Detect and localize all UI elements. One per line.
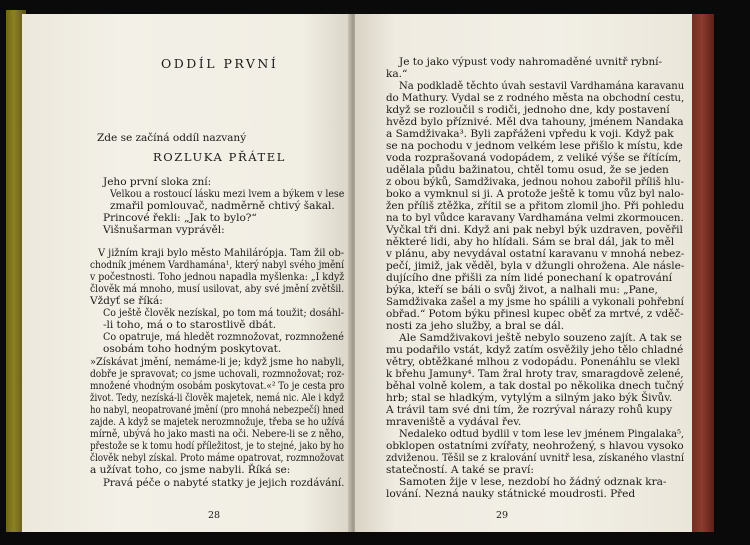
text-line: pečí, jimiž, jak věděl, byla v džungli ohrožena. Ale násle-	[386, 260, 685, 272]
text-line: život. Tedy, nezíská-li člověk majetek, nemá nic. Ale i když	[90, 392, 345, 404]
text-line: člověk má mnoho, musí usilovat, aby své jmění zvětšil.	[90, 283, 345, 295]
text-line: z obou býků, Samdživaka, jednou nohou zabořil příliš hlu-	[386, 176, 684, 188]
text-line: Na podkladě těchto úvah sestavil Vardhamána karavanu	[399, 80, 685, 92]
text-line: některé lidi, aby ho hlídali. Sám se bral dál, jak to měl	[386, 236, 675, 248]
text-line: mu podařilo vstát, když zatím osvěžily jeho tělo chladné	[386, 344, 684, 356]
text-line: a užívat toho, co jsme nabyli. Říká se:	[90, 464, 291, 476]
page-number-left: 28	[208, 510, 221, 521]
text-line: na to byl vůdce karavany Vardhamána velmi zkormoucen.	[386, 212, 684, 224]
text-line: množené vhodným osobám poskytovat.«² To je cesta pro	[90, 380, 345, 392]
text-line: ho nabyl, neopatrované jmění (pro mnohá nebezpečí) hned	[90, 404, 344, 416]
text-line: lování. Nezná nauky státnické moudrosti. Před	[386, 488, 636, 500]
text-line: v plánu, aby nevydával ostatní karavanu v mnohá nebez-	[386, 248, 685, 260]
text-line: ka.“	[386, 68, 408, 80]
text-line: boko a vymknul si ji. A protože ještě k tomu vůz byl nalo-	[386, 188, 684, 200]
text-line: Co opatruje, má hledět rozmnožovat, rozmnožené	[103, 331, 344, 343]
text-line: nosti za jeho služby, a bral se dál.	[386, 320, 565, 332]
page-number-right: 29	[496, 510, 509, 521]
text-line: Ale Samdživakovi ještě nebylo souzeno zajít. A tak se	[399, 332, 682, 344]
text-line: člověk nebyl získal. Proto máme opatrovat, rozmnožovat	[90, 452, 344, 464]
intro-line: Zde se začíná oddíl nazvaný	[97, 132, 247, 144]
text-line: Samdživaka zašel a my jsme ho spálili a vykonali pohřební	[386, 296, 684, 308]
text-line: Vyčkal tři dni. Když ani pak nebyl býk uzdraven, pověřil	[386, 224, 683, 236]
text-line: zmařil pomlouvač, nadměrně chtivý šakal.	[110, 200, 335, 212]
text-line: k břehu Jamuny⁴. Tam žral hroty trav, smaragdově zelené,	[386, 368, 684, 380]
text-line: »Získávat jmění, nemáme-li je; když jsme ho nabyli,	[90, 356, 345, 368]
text-line: chodník jménem Vardhamána¹, který nabyl svého jmění	[90, 259, 344, 271]
text-line: v počestnosti. Toho jednou napadla myšlenka: „I když	[90, 271, 345, 283]
text-line: obřad.“ Potom býku přinesl kupec oběť za mrtvé, z vděč-	[386, 308, 684, 320]
text-line: býka, kteří se báli o svůj život, a nalhali mu: „Pane,	[386, 284, 658, 296]
text-line: Jeho první sloka zní:	[103, 176, 212, 188]
text-line: když se rozloučil s rodiči, jednoho dne, kdy postavení	[386, 104, 670, 116]
text-line: přestože se k tomu hodí příležitost, je to stejné, jako by ho	[90, 440, 344, 452]
text-line: osobám toho hodným poskytovat.	[103, 343, 282, 355]
text-line: Vždyť se říká:	[90, 295, 163, 307]
text-line: zdviženou. Těšil se z kralování uvnitř lesa, získaného vlastní	[386, 452, 685, 464]
text-line: Velkou a rostoucí lásku mezi lvem a býkem v lese	[110, 188, 345, 200]
text-line: Pravá péče o nabyté statky je jejich rozdávání.	[103, 477, 345, 489]
text-line: Co ještě člověk nezískal, po tom má toužit; dosáhl-	[103, 307, 344, 319]
text-line: se na pochodu v jednom velkém lese přišlo k místu, kde	[386, 140, 683, 152]
text-line: mraveniště a vydával řev.	[386, 416, 522, 428]
text-line: Nedaleko odtud bydlil v tom lese lev jménem Pingalaka⁵,	[399, 428, 685, 440]
text-line: dujícího dne přišli za ním lidé ponechaní k opatrování	[386, 272, 672, 284]
text-line: Princové řekli: „Jak to bylo?“	[103, 212, 257, 224]
text-line: Je to jako výpust vody nahromaděné uvnitř rybní-	[399, 56, 662, 68]
book-cover-edge-right	[690, 14, 714, 532]
right-page	[355, 14, 692, 532]
text-line: větry, obtěžkané mlhou z vodopádu. Ponenáhlu se vlekl	[386, 356, 680, 368]
chapter-title: ROZLUKA PŘÁTEL	[153, 150, 287, 164]
text-line: udělala půdu bažinatou, chtěl tomu osud, že se jeden	[386, 164, 669, 176]
text-line: dobře je spravovat; co jsme uchovali, rozmnožovat; roz-	[90, 368, 345, 380]
text-line: V jižním kraji bylo město Mahilárópja. Tam žil ob-	[98, 247, 345, 259]
text-line: A trávil tam své dni tím, že rozrýval nárazy rohů kupy	[386, 404, 673, 416]
text-line: Samoten žije v lese, nezdobí ho žádný odznak kra-	[399, 476, 667, 488]
text-line: Višnušarman vyprávěl:	[103, 224, 225, 236]
text-line: voda rozprašovaná vodopádem, z veliké výše se řítícím,	[386, 152, 682, 164]
text-line: hrb; stal se hladkým, vytylým a silným jako býk Šivův.	[386, 392, 673, 404]
text-line: běhal volně kolem, a tak dostal po několika dnech tučný	[386, 380, 684, 392]
text-line: -li toho, má o to starostlivě dbát.	[103, 319, 277, 331]
left-page	[22, 14, 352, 532]
text-line: hvězd bylo příznivé. Měl dva tahouny, jménem Nandaka	[386, 116, 684, 128]
section-title: ODDÍL PRVNÍ	[161, 56, 279, 71]
text-line: do Mathury. Vydal se z rodného města na obchodní cestu,	[386, 92, 685, 104]
text-line: obklopen ostatními zvířaty, neohrožený, s hlavou vysoko	[386, 440, 684, 452]
text-line: zajde. A když se majetek nerozmnožuje, třeba se ho užívá	[90, 416, 345, 428]
text-line: statečností. A také se praví:	[386, 464, 534, 476]
text-line: a Samdživaka³. Byli zapřáženi vpředu k voji. Když pak	[386, 128, 674, 140]
text-line: žen příliš ztěžka, zřítil se a přitom zlomil jho. Při pohledu	[386, 200, 685, 212]
text-line: mírně, ubývá ho jako masti na oči. Nebere-li se z něho,	[90, 428, 345, 440]
